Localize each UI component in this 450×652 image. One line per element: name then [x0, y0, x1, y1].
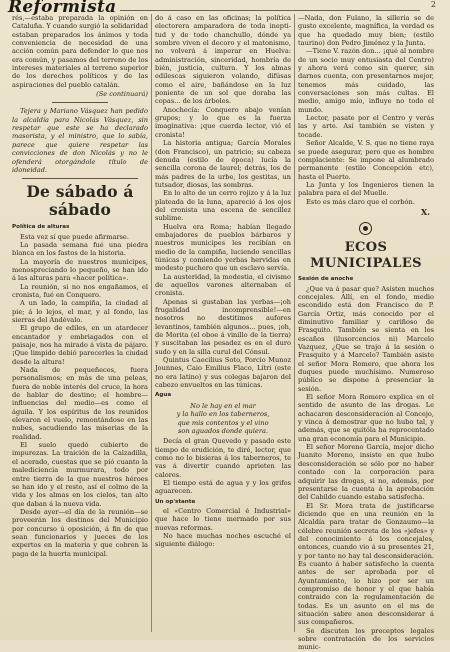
- poem-line: y la hallo en los taberneros,: [176, 410, 270, 419]
- article-paragraph: La historia antigua; García Morales (don Francisco), un patricio; su cabeza denuda (estilo de época) lucía la sencilla corona de laurel; detrás, los de más padres de la urbe, los gestitas, un tutsador, diosas, las sombras.: [155, 139, 291, 189]
- article-paragraph: ¿Que va á pasar que? Asisten muchos concejales. Allí, en el fondo, medio escondido está don Francisco de P. García Ortiz, más conocido por el diminutivo familiar y cariñoso de Frasquito. También se sienta en los escaños (ilusorcencios ni) Marcelo Vazquez, ¿Que se trajo á la sesión o Frasquito y á Marcelo? También asiste el señor Mora Romero, que ahora los duques puede muchísimo. Numeroso público se dispone á presenciar la sesión.: [298, 284, 434, 393]
- article-paragraph: Nada de pequeñeces, fuera personalismos; en más de una peleas, fuera de noble interés del cruce, la hora de hablar de destino; el hombre—influencias del medio—es como el águila. Y los espíritus de los reunidos elevaron el vuelo, remontándose en las nubes, sacudiendo las miserias de la realidad.: [12, 366, 148, 441]
- author-initial: X.: [421, 206, 430, 217]
- article-paragraph: A un lado, la campiña, la ciudad al pie; á lo lejos, el mar, y al fondo, las sierras del Andévalo.: [12, 299, 148, 324]
- article-paragraph: Lector, pasate por el Centro y verás las y arte. Así también se visten y tocade.: [298, 114, 434, 139]
- column-separator: [151, 14, 152, 632]
- article-paragraph: —Nada, don Fulano, la silleria se de gusto excelente, magnífica, la verdad es que ha quedado muy bien; (estilo taurino) don Pedro Jiménez y la Junta.: [298, 14, 434, 48]
- article-paragraph: Se discuten los preceptos legales sobre contratación de los servicios munic-: [298, 626, 434, 652]
- note-paragraph: Tejera y Mariano Vásquez han pedido la alcaldía para Nicolás Vásquez, sin respetar que este se ha declarado masorista, y el ministro, que lo sabía, parece que quiere respetar las convicciones de don Nicolás y no le ofenderá otorgándole título de idoneidad.: [12, 107, 148, 174]
- article-paragraph: el «Centro Comercial é Industrial» que hace lo tiene mermado por sus nuevas reformas.: [155, 506, 291, 532]
- section-headline: De sábado á sábado: [26, 182, 134, 220]
- article-paragraph: La austeridad, la modestia, el civismo de aquellos varones alternaban el cronista.: [155, 272, 291, 298]
- article-paragraph: La Junta y los Ingenieros tienen la palabra para el del Muelle.: [298, 180, 434, 198]
- ornament-icon: [359, 222, 373, 236]
- article-paragraph: rés,—estaba preparada la opinión en Cataluña. Y cuando surgió la solidaridad estaban preparados los ánimos y toda conveniencia de necesidad de una acción común para defender lo que nos era común, y pasamos del terreno de los intereses materiales al terreno superior de los derechos políticos y de las aspiraciones del pueblo catalán.: [12, 14, 148, 89]
- article-paragraph: Quintus Caecilius Soto, Porcio Munoz Jounnes, Caio Emilius Flaco, Lítri (este no era latino) y sus colegas bajaron del cabezo envueltos en las túnicas.: [155, 356, 291, 390]
- column-3: [298, 14, 434, 652]
- article-paragraph: —Tiene V. razón don... ¡qué al nombre de un socio muy entusiasta del Centro) y ahora verá como sin querer, sin darnos cuenta, con presentarnos mejor, tenemos más cuidado, las conversaciones son más cultas. El medio, amigo mío, influye no todo el mundo.: [298, 47, 434, 114]
- article-paragraph: Esto es más claro que el corbón.: [306, 197, 415, 206]
- article-paragraph: Apenas si gustaban las yerbas—¡oh frugalidad incomprensible!—en nosotros no destitimos aufores levantinos, también algunos... pues, ¡oh, de Morita (el oboe á vinillo de la tierra) y suscitaban las pesadez es en el duro sudo y en la silla curul del Cónsul.: [155, 297, 291, 356]
- article-paragraph: El tiempo está de agua y y los grifos aguarecen.: [155, 478, 291, 496]
- section-headline: ECOS MUNICIPALES: [310, 240, 422, 272]
- continued-note: (Se continuará): [96, 90, 148, 99]
- poem-line: No le hay en el mar: [190, 401, 256, 410]
- poem-line: que mis contentos y el vino: [177, 418, 269, 427]
- article-paragraph: Señor Alcalde, V. S. que no tiene raya se puede asegurar, pero que es hombre complaciente: Se impone al alumbrado permanente (estilo Concepción etc), hasta el Puerto.: [298, 139, 434, 181]
- column-2: [155, 14, 291, 634]
- article-paragraph: La pasada semana fué una piedra blanca en los fastos de la historia.: [12, 240, 148, 258]
- article-paragraph: Anochecía: Conquero abajo venían grupos; y lo que es la fuerza imaginativa: ¡que cuerda lector, vió el cronista!: [155, 105, 291, 139]
- article-paragraph: El grupo de ediles, en un atardecer encantador y embriagados con el paisaje, nos ha mirado á vista de pájaro. ¡Que limpido debió parecerles la ciudad desde la altura!: [12, 324, 148, 366]
- article-paragraph: El señor Moreno García, mejor dicho Juanito Moreno, insiste en que hubo desconsideración se sólo por no haber contado con la corporación para adquirir las drogas, si no, además, por presentarse la cuenta á la aprobación del Cabildo cuando estaba satisfecha.: [298, 443, 434, 502]
- subheading: Agua: [155, 392, 172, 399]
- subheading: Política de alturas: [12, 224, 70, 231]
- italic-note: [12, 107, 148, 174]
- article-paragraph: Desde ayer—el día de la reunión—se proveerán los destinos del Municipio por concurso ú oposición, á fin de que sean funcionarios y jueces de los expertos en la materia y que cobren la paga de la huerta municipal.: [12, 507, 148, 558]
- column-separator: [294, 14, 295, 632]
- article-paragraph: Esta vez sí que puede afirmarse.: [20, 232, 129, 241]
- article-paragraph: En lo alto de un cerro rojizo y á la luz plateada de la luna, apareció á los ojos del cronista una escena de sencillez sublime.: [155, 189, 291, 223]
- article-paragraph: Decía el gran Quevedo y pasado este tiempo de erudición, te diré, lector, que como no lo bisieras á los taberneros, te vas á divertir cuando aprieten las calores.: [155, 437, 291, 479]
- column-1: [12, 14, 148, 634]
- subheading: Sesión de anoche: [298, 276, 354, 283]
- article-paragraph: El Sr. Mora trata de justificarse diciendo que en una reunión en la Alcaldía para tratar de Gonzaumo—la célebre reunión secreta de los «jefes» y del conocimiento á los concejales, entonces, cuando vio á su presentes 21, y por tanto no hay tal desconsideración. Es cuanto á haber satisfecho la cuenta antes de ser aprobada por el Ayuntamiento, lo hizo por ser un compromiso de honor y el que había contraido con la regulamentación de todas. Es un asunto en el ms de situación sabre anea desconsiderar á sus compañeros.: [298, 501, 434, 627]
- article-paragraph: La mayoría de nuestros municipes, menospreciando lo pequeño, se han ido á las alturas para «hacer política».: [12, 257, 148, 283]
- divider: [22, 178, 138, 179]
- page-number: 2: [430, 0, 436, 9]
- divider: [52, 102, 108, 103]
- article-paragraph: do á caso en las oficinas; la política electorera amparadora de toda inepti- tud y de todo chanchullo, dónde ya sombre viven el decoro y el matonismo, no volverá á imperar en Huelva: administración, sinceridad, hombría de bién, justicia, cultura. Y los almas edilescas siguieron volando, difúsas como el aire, bañándose en la luz poniente de un sol que doraba las copas... de los árboles.: [155, 14, 291, 106]
- article-paragraph: El suelo quedó cubierto de impurezas. La traición de la Calzadilla, el acerado, cuestas que se pió cuanto la malediciencia murmurara, todo por entre tierra de la que nuestros héroes se han ido y el resto, así el colmo de la vida y los almas en los cielos, tan alto que daban á la nueva vida.: [12, 441, 148, 508]
- subheading: Un op'stante: [155, 498, 196, 505]
- poem-verse: [155, 402, 291, 435]
- masthead-title: Reformista: [8, 0, 117, 17]
- article-paragraph: No hace muchas noches escuché el siguiente diálogo:: [155, 531, 291, 549]
- article-paragraph: El señor Mora Romero explica en el sentido de asunto de las drogas. Le achacaron desconsideración al Concejo, y vinca á demostrar que no hubo tal, y además, que se quitóla ha reprocentado una gran economía para el Municipio.: [298, 393, 434, 443]
- article-paragraph: Huelva era Roma; habían llegado embajadores de pueblos bárbaros y nuestros municipes les recibían en medio de la campiña, luciendo sencillas túnicas y comiendo yerbas hervidas en modesto puchero que un esclavo servía.: [155, 222, 291, 273]
- poem-line: son aguados donde quiera.: [177, 426, 268, 435]
- article-paragraph: La reunión, si no nos engañamos, el cronista, fué en Conquero.: [12, 282, 148, 299]
- masthead-rule: [120, 10, 420, 11]
